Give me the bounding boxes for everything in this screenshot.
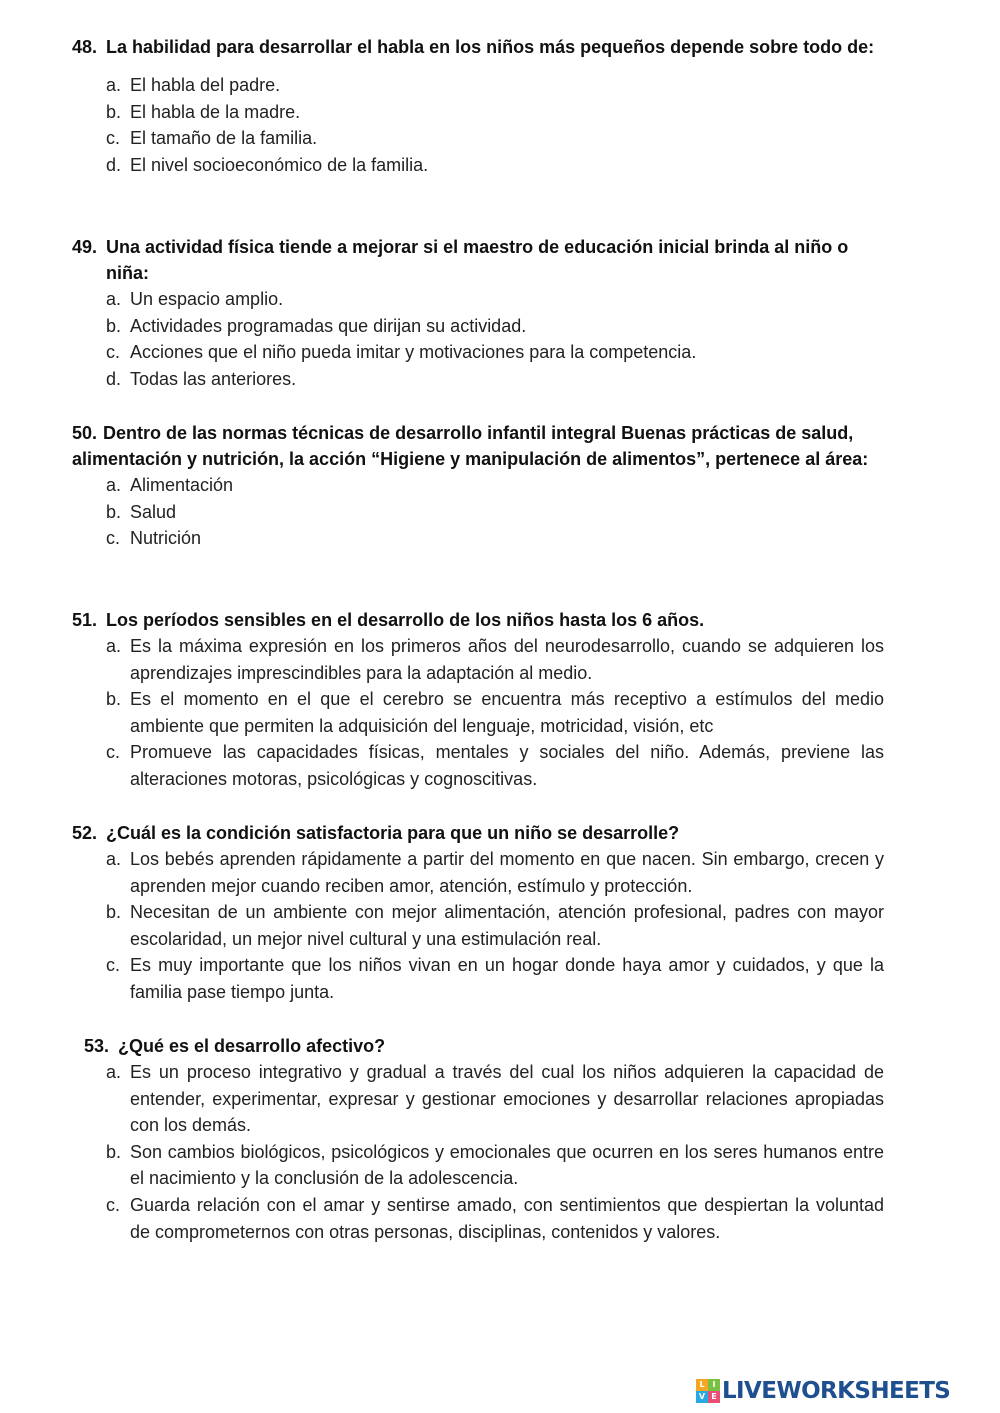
option-b[interactable] xyxy=(84,1139,884,1192)
option-b[interactable] xyxy=(72,499,884,526)
question-51 xyxy=(72,607,884,793)
option-letter: c. xyxy=(106,128,121,149)
option-text: El tamaño de la familia. xyxy=(130,128,318,149)
question-text: Dentro de las normas técnicas de desarrollo infantil integral Buenas prácticas de salud, alimentación y nutrición, la acción “Higiene y manipulación de alimentos”, pertenece al área: xyxy=(72,423,869,469)
question-title xyxy=(72,34,884,60)
question-48 xyxy=(72,34,884,178)
logo-icon xyxy=(696,1379,720,1403)
option-c[interactable] xyxy=(84,1192,884,1245)
option-letter: b. xyxy=(106,902,122,923)
option-b[interactable] xyxy=(72,99,884,126)
question-text: ¿Cuál es la condición satisfactoria para que un niño se desarrolle? xyxy=(106,823,680,843)
option-letter: b. xyxy=(106,315,122,336)
option-letter: b. xyxy=(106,689,122,710)
option-text: Actividades programadas que dirijan su actividad. xyxy=(130,315,527,336)
option-letter: a. xyxy=(106,636,122,656)
option-text: El habla de la madre. xyxy=(130,101,301,122)
option-c[interactable] xyxy=(72,339,884,366)
option-a[interactable] xyxy=(72,286,884,313)
option-b[interactable] xyxy=(72,899,884,952)
question-text: La habilidad para desarrollar el habla en los niños más pequeños depende sobre todo de: xyxy=(106,37,875,57)
option-a[interactable] xyxy=(84,1059,884,1139)
logo-letter: V xyxy=(696,1391,708,1403)
option-a[interactable] xyxy=(72,633,884,686)
option-letter: c. xyxy=(106,955,121,976)
option-c[interactable] xyxy=(72,952,884,1005)
options-list xyxy=(72,633,884,793)
question-title xyxy=(72,420,884,472)
option-text: Es muy importante que los niños vivan en un hogar donde haya amor y cuidados, y que la familia pase tiempo junta. xyxy=(130,955,884,1002)
option-letter: b. xyxy=(106,501,122,522)
brand-name: LIVEWORKSHEETS xyxy=(722,1378,951,1404)
question-title xyxy=(72,820,884,846)
option-text: Necesitan de un ambiente con mejor alimentación, atención profesional, padres con mayor escolaridad, un mejor nivel cultural y una estimulación real. xyxy=(130,902,884,949)
question-number: 50. xyxy=(72,423,98,443)
option-text: Nutrición xyxy=(130,528,202,549)
option-b[interactable] xyxy=(72,313,884,340)
question-number: 49. xyxy=(72,237,98,257)
option-letter: a. xyxy=(106,289,122,309)
option-text: Son cambios biológicos, psicológicos y emocionales que ocurren en los seres humanos entre el nacimiento y la conclusión de la adolescencia. xyxy=(130,1141,884,1189)
option-letter: d. xyxy=(106,154,122,175)
question-number: 51. xyxy=(72,610,98,630)
option-letter: a. xyxy=(106,75,122,95)
option-text: Guarda relación con el amar y sentirse amado, con sentimientos que despiertan la voluntad de comprometernos con otras personas, disciplinas, contenidos y valores. xyxy=(130,1194,884,1242)
option-letter: d. xyxy=(106,368,122,389)
option-letter: a. xyxy=(106,475,122,495)
option-c[interactable] xyxy=(72,125,884,152)
option-letter: a. xyxy=(106,849,122,869)
logo-letter: L xyxy=(696,1379,708,1391)
liveworksheets-logo xyxy=(696,1376,950,1406)
option-c[interactable] xyxy=(72,739,884,792)
question-number: 52. xyxy=(72,823,98,843)
question-title xyxy=(84,1033,884,1059)
option-text: Es el momento en el que el cerebro se encuentra más receptivo a estímulos del medio ambiente que permiten la adquisición del lenguaje, motricidad, visión, etc xyxy=(130,689,884,736)
options-list xyxy=(84,1059,884,1245)
question-title xyxy=(72,234,884,286)
option-text: Acciones que el niño pueda imitar y motivaciones para la competencia. xyxy=(130,342,697,363)
option-d[interactable] xyxy=(72,366,884,393)
option-d[interactable] xyxy=(72,152,884,179)
question-49 xyxy=(72,234,884,392)
option-text: El habla del padre. xyxy=(130,75,281,95)
option-a[interactable] xyxy=(72,72,884,99)
logo-letter: I xyxy=(708,1379,720,1391)
question-50 xyxy=(72,420,884,552)
option-b[interactable] xyxy=(72,686,884,739)
question-text: ¿Qué es el desarrollo afectivo? xyxy=(118,1036,386,1056)
option-text: El nivel socioeconómico de la familia. xyxy=(130,154,429,175)
question-title xyxy=(72,607,884,633)
option-text: Salud xyxy=(130,501,177,522)
option-letter: c. xyxy=(106,742,121,763)
option-c[interactable] xyxy=(72,525,884,552)
option-text: Todas las anteriores. xyxy=(130,368,297,389)
question-number: 48. xyxy=(72,37,98,57)
option-letter: b. xyxy=(106,1141,122,1162)
question-text: Los períodos sensibles en el desarrollo de los niños hasta los 6 años. xyxy=(106,610,705,630)
option-text: Es la máxima expresión en los primeros años del neurodesarrollo, cuando se adquieren los aprendizajes imprescindibles para la adaptación al medio. xyxy=(130,636,884,683)
question-text: Una actividad física tiende a mejorar si el maestro de educación inicial brinda al niño o niña: xyxy=(106,237,849,283)
option-letter: c. xyxy=(106,342,121,363)
option-letter: a. xyxy=(106,1062,122,1082)
options-list xyxy=(72,72,884,178)
options-list xyxy=(72,846,884,1006)
logo-letter: E xyxy=(708,1391,720,1403)
question-53 xyxy=(84,1033,884,1245)
question-number: 53. xyxy=(84,1036,110,1056)
option-letter: b. xyxy=(106,101,122,122)
question-52 xyxy=(72,820,884,1006)
option-letter: c. xyxy=(106,1194,121,1215)
option-a[interactable] xyxy=(72,472,884,499)
option-text: Alimentación xyxy=(130,475,234,495)
option-letter: c. xyxy=(106,528,121,549)
options-list xyxy=(72,472,884,552)
option-text: Un espacio amplio. xyxy=(130,289,284,309)
option-a[interactable] xyxy=(72,846,884,899)
option-text: Los bebés aprenden rápidamente a partir del momento en que nacen. Sin embargo, crecen y aprenden mejor cuando reciben amor, atención, estímulo y protección. xyxy=(130,849,884,896)
option-text: Promueve las capacidades físicas, mentales y sociales del niño. Además, previene las alteraciones motoras, psicológicas y cognoscitivas. xyxy=(130,742,884,789)
option-text: Es un proceso integrativo y gradual a través del cual los niños adquieren la capacidad de entender, experimentar, expresar y gestionar emociones y desarrollar relaciones apropiadas con los demás. xyxy=(130,1062,884,1136)
options-list xyxy=(72,286,884,392)
